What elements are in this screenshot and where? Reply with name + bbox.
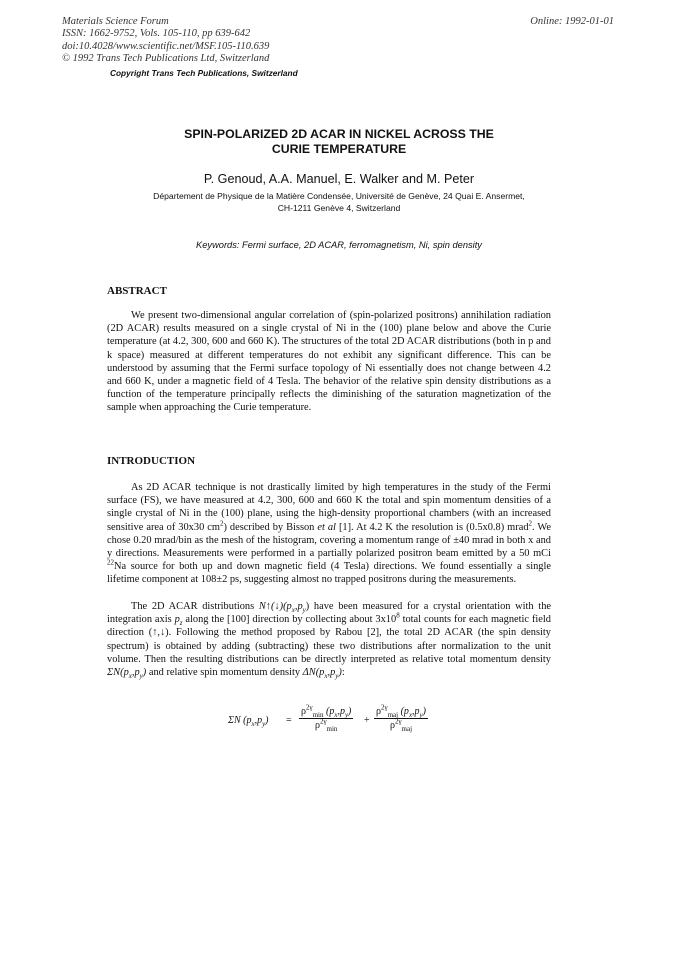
copyright-notice: Copyright Trans Tech Publications, Switzerland <box>110 68 298 78</box>
doi-link[interactable]: doi:10.4028/www.scientific.net/MSF.105-110.639 <box>62 40 270 52</box>
introduction-paragraph-2: The 2D ACAR distributions $N↑(↓)(p_x,p_y)$ have been measured for a crystal orientation with the integration axis $p_z$ along the [100] direction by collecting about $3x10^8$ total counts for each magnetic field direction (↑,↓). Following the method proposed by Rabou [2], the total 2D ACAR (the spin density spectrum) is obtained by adding (subtracting) these two distributions after normalization to the unit volume. Then the resulting distributions can be directly interpreted as relative total momentum density $\Sigma N(p_x,p_y)$ and relative spin momentum density $\Delta N(p_x,p_y)$: <box>107 601 552 681</box>
affiliation-line-2: CH-1211 Genève 4, Switzerland <box>277 202 401 213</box>
equals-sign: = <box>286 715 292 726</box>
author-list: P. Genoud, A.A. Manuel, E. Walker and M. Peter <box>203 172 475 186</box>
keywords: Keywords: Fermi surface, 2D ACAR, ferromagnetism, Ni, spin density <box>196 240 482 250</box>
issn-line: ISSN: 1662-9752, Vols. 105-110, pp 639-642 <box>62 28 251 40</box>
abstract-text: We present two-dimensional angular correlation of (spin-polarized positrons) annihilation radiation (2D ACAR) results measured on a single crystal of Ni in the (100) plane below and above the Curie temperature (at 4.2, 300, 600 and 660 K). The structures of the total 2D ACAR distributions (both in p and k space) measured at different temperatures do not exhibit any significant difference. This can be understood by assuming that the Fermi surface topology of Ni essentially does not change between 4.2 and 660 K, under a magnetic field of 4 Tesla. The behavior of the relative spin density distributions as a function of the temperature principally reflects the diminishing of the saturation magnetization of the sample when approaching the Curie temperature. <box>107 310 551 414</box>
copyright-line: © 1992 Trans Tech Publications Ltd, Switzerland <box>62 52 270 64</box>
online-date: Online: 1992-01-01 <box>530 16 614 27</box>
journal-name: Materials Science Forum <box>62 16 169 27</box>
title-line-2: CURIE TEMPERATURE <box>271 142 407 156</box>
journal-header <box>62 16 269 65</box>
fraction-min: $\rho^{2\gamma}_{min}$ $(p_x,p_y)$ $\rho^{2\gamma}_{min}$ <box>301 703 352 733</box>
introduction-heading: INTRODUCTION <box>107 455 196 467</box>
introduction-paragraph-1: As 2D ACAR technique is not drastically limited by high temperatures in the study of the Fermi surface (FS), we have measured at 4.2, 300, 600 and 660 K the total and spin momentum densities of a single crystal of Ni in the (100) plane, using the high-density proportional chambers (with an increased sensitive area of 30x30 $cm^2$) described by Bisson et al [1]. At 4.2 K the resolution is (0.5x0.8) mrad$^2$. We chose 0.20 mrad/bin as the mesh of the histogram, covering a momentum range of ±40 mrad in both x and y directions. Measurements were performed in a partially polarized positron beam emitted by a 50 mCi $^{22}$Na source for both up and down magnetic field (4 Tesla) directions. We found essentially a single lifetime component at 108±2 ps, suggesting almost no trapped positrons during the measurements. <box>107 482 552 586</box>
affiliation <box>0 191 678 214</box>
paper-title <box>0 127 678 157</box>
plus-sign: + <box>364 715 370 726</box>
equation-lhs: ΣN $(p_x,p_y)$ <box>228 715 269 728</box>
abstract-heading: ABSTRACT <box>107 285 167 297</box>
affiliation-line-1: Département de Physique de la Matière Condensée, Université de Genève, 24 Quai E. Ansermet, <box>153 191 525 201</box>
title-line-1: SPIN-POLARIZED 2D ACAR IN NICKEL ACROSS THE <box>184 127 494 141</box>
fraction-maj: $\rho^{2\gamma}_{maj}$ $(p_x,p_y)$ $\rho^{2\gamma}_{maj}$ <box>376 703 426 733</box>
